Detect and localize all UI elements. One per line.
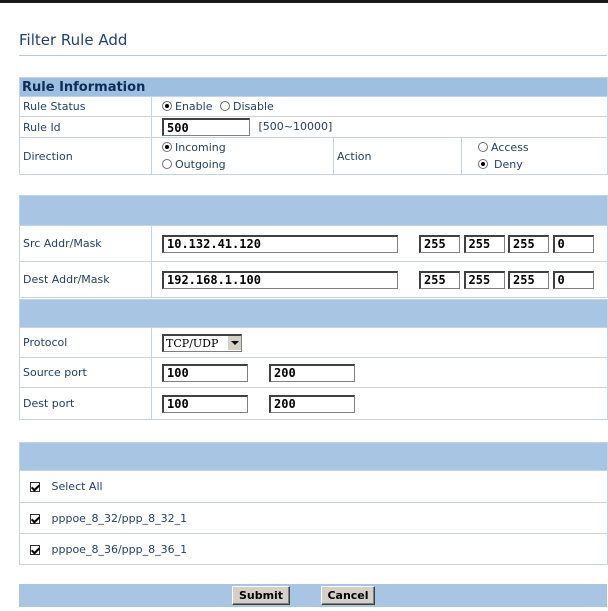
dest-mask-2[interactable] bbox=[464, 271, 505, 289]
title-divider bbox=[19, 55, 607, 56]
deny-radio[interactable] bbox=[478, 159, 488, 169]
interface-table bbox=[19, 442, 608, 565]
protocol-value: TCP/UDP bbox=[166, 336, 219, 350]
dest-mask-1[interactable] bbox=[419, 271, 460, 289]
top-border bbox=[0, 0, 608, 3]
interface-label: pppoe_8_36/ppp_8_36_1 bbox=[51, 542, 188, 556]
src-addr-label: Src Addr/Mask bbox=[20, 226, 152, 262]
direction-outgoing-option[interactable] bbox=[162, 156, 333, 173]
enable-radio[interactable] bbox=[162, 101, 172, 111]
dest-ip-input[interactable] bbox=[162, 271, 398, 289]
interface-row[interactable] bbox=[20, 534, 608, 565]
submit-button[interactable]: Submit bbox=[232, 586, 290, 605]
select-all-checkbox[interactable] bbox=[30, 482, 40, 492]
action-access-option[interactable] bbox=[478, 139, 607, 156]
dest-mask-3[interactable] bbox=[508, 271, 549, 289]
address-table bbox=[19, 195, 608, 298]
interface-row[interactable] bbox=[20, 503, 608, 534]
src-mask-2[interactable] bbox=[464, 235, 505, 253]
rule-id-label: Rule Id bbox=[20, 117, 152, 138]
rule-id-range: [500~10000] bbox=[258, 120, 333, 133]
dest-addr-label: Dest Addr/Mask bbox=[20, 262, 152, 298]
outgoing-radio[interactable] bbox=[162, 159, 172, 169]
interface-checkbox[interactable] bbox=[30, 514, 40, 524]
incoming-label: Incoming bbox=[175, 141, 226, 154]
outgoing-label: Outgoing bbox=[175, 158, 226, 171]
select-all-label: Select All bbox=[51, 480, 103, 493]
button-bar bbox=[19, 584, 607, 607]
status-enable-option[interactable] bbox=[162, 100, 212, 113]
cancel-button[interactable]: Cancel bbox=[321, 586, 375, 605]
status-disable-option[interactable] bbox=[220, 100, 274, 113]
disable-label: Disable bbox=[232, 100, 274, 113]
interface-band bbox=[20, 443, 608, 471]
port-table bbox=[19, 299, 608, 420]
rule-info-header: Rule Information bbox=[20, 78, 608, 97]
incoming-radio[interactable] bbox=[162, 142, 172, 152]
direction-incoming-option[interactable] bbox=[162, 139, 333, 156]
source-port-label: Source port bbox=[20, 358, 152, 388]
deny-label: Deny bbox=[494, 158, 523, 171]
action-label: Action bbox=[334, 138, 462, 175]
port-band bbox=[20, 300, 608, 328]
dest-port-from[interactable] bbox=[162, 395, 248, 413]
action-deny-option[interactable] bbox=[478, 156, 607, 173]
access-label: Access bbox=[491, 141, 529, 154]
dest-mask-4[interactable] bbox=[553, 271, 594, 289]
rule-id-input[interactable] bbox=[162, 118, 250, 136]
direction-label: Direction bbox=[20, 138, 152, 175]
page-title: Filter Rule Add bbox=[19, 31, 128, 49]
chevron-down-icon[interactable] bbox=[227, 336, 241, 350]
src-mask-4[interactable] bbox=[553, 235, 594, 253]
rule-info-table bbox=[19, 77, 608, 175]
rule-status-label: Rule Status bbox=[20, 97, 152, 117]
select-all-row[interactable] bbox=[20, 471, 608, 503]
enable-label: Enable bbox=[175, 100, 213, 113]
access-radio[interactable] bbox=[478, 142, 488, 152]
address-band bbox=[20, 196, 608, 226]
disable-radio[interactable] bbox=[220, 101, 230, 111]
src-mask-3[interactable] bbox=[508, 235, 549, 253]
dest-port-to[interactable] bbox=[269, 395, 355, 413]
source-port-to[interactable] bbox=[269, 364, 355, 382]
protocol-select[interactable] bbox=[162, 334, 242, 352]
interface-checkbox[interactable] bbox=[30, 545, 40, 555]
src-mask-1[interactable] bbox=[419, 235, 460, 253]
source-port-from[interactable] bbox=[162, 364, 248, 382]
src-ip-input[interactable] bbox=[162, 235, 398, 253]
interface-label: pppoe_8_32/ppp_8_32_1 bbox=[51, 511, 188, 525]
dest-port-label: Dest port bbox=[20, 388, 152, 420]
protocol-label: Protocol bbox=[20, 328, 152, 358]
